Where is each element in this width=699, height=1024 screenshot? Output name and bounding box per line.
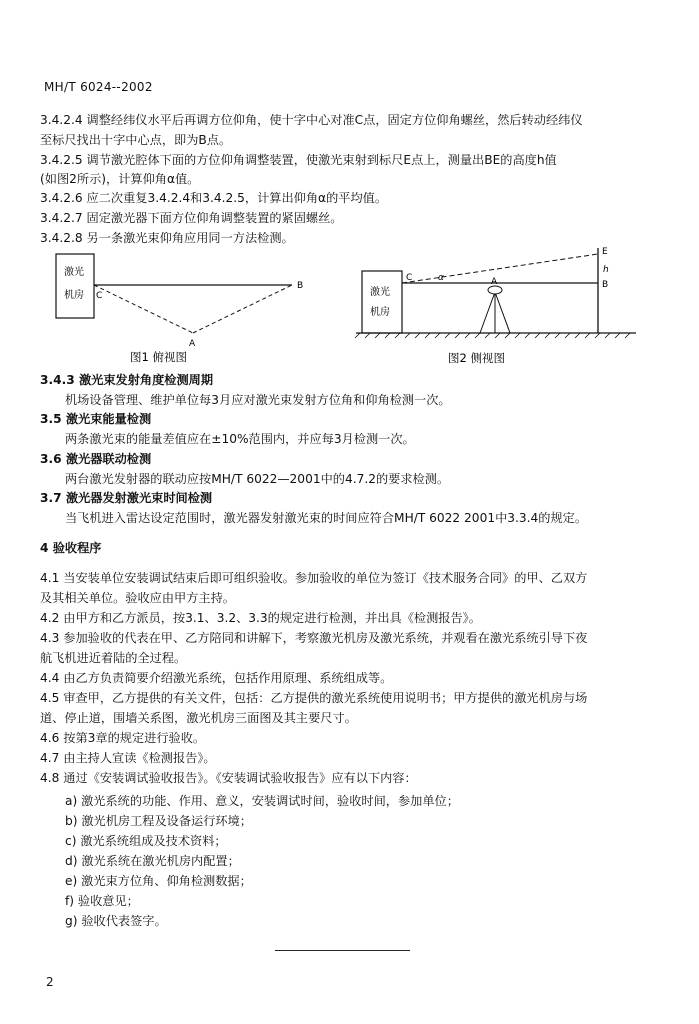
section-3-5-text: 两条激光束的能量差值应在±10%范围内，并应每3月检测一次。 bbox=[65, 432, 415, 446]
fig1-room-label-2: 机房 bbox=[64, 290, 84, 301]
fig2-h-label: h bbox=[603, 265, 609, 275]
section-3-6-text: 两台激光发射器的联动应按MH/T 6022—2001中的4.7.2的要求检测。 bbox=[65, 472, 450, 486]
para-4-1-cont: 及其相关单位。验收应由甲方主持。 bbox=[40, 591, 235, 605]
fig2-tripod-right bbox=[495, 292, 510, 333]
fig1-caption: 图1 俯视图 bbox=[130, 350, 187, 364]
page-number: 2 bbox=[46, 975, 54, 989]
fig1-point-c: C bbox=[96, 291, 103, 301]
section-3-5-heading: 3.5 激光束能量检测 bbox=[40, 412, 152, 426]
para-3-4-2-8: 3.4.2.8 另一条激光束仰角应用同一方法检测。 bbox=[40, 231, 294, 245]
figure-1-top-view bbox=[50, 248, 330, 373]
section-3-7-heading: 3.7 激光器发射激光束时间检测 bbox=[40, 491, 213, 505]
fig2-caption: 图2 侧视图 bbox=[448, 351, 505, 365]
para-4-6: 4.6 按第3章的规定进行验收。 bbox=[40, 731, 206, 745]
fig2-tripod-left bbox=[480, 292, 495, 333]
fig1-laser-room-box bbox=[56, 254, 94, 318]
para-4-5-cont: 道、停止道，围墙关系图，激光机房三面图及其主要尺寸。 bbox=[40, 711, 357, 725]
fig2-room-label-2: 机房 bbox=[370, 307, 390, 318]
para-3-4-2-7: 3.4.2.7 固定激光器下面方位仰角调整装置的紧固螺丝。 bbox=[40, 211, 343, 225]
section-3-4-3-text: 机场设备管理、维护单位每3月应对激光束发射方位角和仰角检测一次。 bbox=[65, 393, 451, 407]
list-item-f: f) 验收意见； bbox=[65, 894, 139, 908]
para-4-1: 4.1 当安装单位安装调试结束后即可组织验收。参加验收的单位为签订《技术服务合同》的甲、乙双方 bbox=[40, 571, 588, 585]
fig1-dash-right bbox=[193, 285, 292, 333]
fig2-laser-room-box bbox=[362, 271, 402, 333]
para-4-5: 4.5 审查甲，乙方提供的有关文件，包括：乙方提供的激光系统使用说明书；甲方提供的激光机房与场 bbox=[40, 691, 588, 705]
para-3-4-2-5: 3.4.2.5 调节激光腔体下面的方位仰角调整装置，使激光束射到标尺E点上，测量出BE的高度h值 bbox=[40, 153, 557, 167]
fig1-dash-left bbox=[94, 285, 193, 333]
para-3-4-2-4-cont: 至标尺找出十字中心点，即为B点。 bbox=[40, 133, 232, 147]
section-3-4-3-heading: 3.4.3 激光束发射角度检测周期 bbox=[40, 373, 214, 387]
fig1-point-a: A bbox=[189, 339, 196, 349]
fig2-point-a: A bbox=[491, 277, 498, 287]
list-item-c: c) 激光系统组成及技术资料； bbox=[65, 834, 227, 848]
para-4-8: 4.8 通过《安装调试验收报告》。《安装调试验收报告》应有以下内容： bbox=[40, 771, 417, 785]
fig1-room-label-1: 激光 bbox=[64, 267, 84, 278]
fig1-point-b: B bbox=[297, 281, 304, 291]
list-item-b: b) 激光机房工程及设备运行环境； bbox=[65, 814, 252, 828]
para-3-4-2-6: 3.4.2.6 应二次重复3.4.2.4和3.4.2.5，计算出仰角α的平均值。 bbox=[40, 191, 388, 205]
para-3-4-2-4: 3.4.2.4 调整经纬仪水平后再调方位仰角，使十字中心对准C点，固定方位仰角螺丝，然后转动经纬仪 bbox=[40, 113, 583, 127]
list-item-a: a) 激光系统的功能、作用、意义，安装调试时间，验收时间，参加单位； bbox=[65, 794, 459, 808]
section-3-7-text: 当飞机进入雷达设定范围时，激光器发射激光束的时间应符合MH/T 6022 2001中3.3.4的规定。 bbox=[65, 511, 588, 525]
para-4-2: 4.2 由甲方和乙方派员，按3.1、3.2、3.3的规定进行检测，并出具《检测报告》。 bbox=[40, 611, 481, 625]
document-header: MH/T 6024--2002 bbox=[44, 80, 153, 94]
end-rule bbox=[275, 950, 410, 951]
fig2-room-label-1: 激光 bbox=[370, 287, 390, 298]
list-item-g: g) 验收代表签字。 bbox=[65, 914, 167, 928]
section-3-6-heading: 3.6 激光器联动检测 bbox=[40, 452, 152, 466]
fig2-theodolite bbox=[488, 286, 502, 294]
fig2-ground-hatch bbox=[355, 333, 630, 338]
list-item-e: e) 激光束方位角、仰角检测数据； bbox=[65, 874, 252, 888]
fig2-laser-beam bbox=[402, 254, 598, 283]
fig2-alpha-label: α bbox=[438, 273, 444, 283]
para-4-4: 4.4 由乙方负责简要介绍激光系统，包括作用原理、系统组成等。 bbox=[40, 671, 393, 685]
list-item-d: d) 激光系统在激光机房内配置； bbox=[65, 854, 240, 868]
fig2-point-e: E bbox=[602, 247, 608, 257]
para-4-7: 4.7 由主持人宣读《检测报告》。 bbox=[40, 751, 216, 765]
fig2-point-c: C bbox=[406, 273, 413, 283]
para-3-4-2-5-cont: (如图2所示)，计算仰角α值。 bbox=[40, 172, 200, 186]
para-4-3: 4.3 参加验收的代表在甲、乙方陪同和讲解下，考察激光机房及激光系统，并观看在激光系统引导下夜 bbox=[40, 631, 588, 645]
fig2-point-b: B bbox=[602, 280, 609, 290]
figure-2-side-view bbox=[350, 240, 650, 375]
chapter-4-heading: 4 验收程序 bbox=[40, 541, 102, 555]
para-4-3-cont: 航飞机进近着陆的全过程。 bbox=[40, 651, 187, 665]
